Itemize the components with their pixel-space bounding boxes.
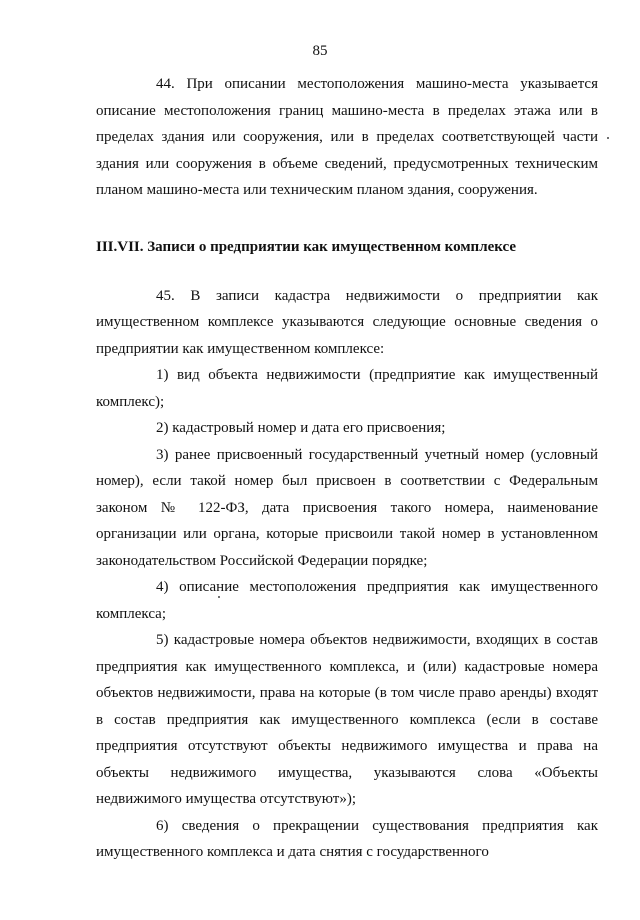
list-item-1: 1) вид объекта недвижимости (предприятие как имущественный комплекс); (96, 367, 598, 410)
paragraph-45: 45. В записи кадастра недвижимости о предприятии как имущественном комплексе указываются следующие основные сведения о предприятии как имущественном комплексе: (96, 287, 598, 357)
list-item-5: 5) кадастровые номера объектов недвижимости, входящих в состав предприятия как имущественного комплекса, и (или) кадастровые номера объектов недвижимости, права на которые (в том числе право аренды) входят в состав предприятия как имущественного комплекса (если в составе предприятия отсутствуют объекты недвижимого имущества и права на объекты недвижимого имущества, указываются слова «Объекты недвижимого имущества отсутствуют»); (96, 632, 598, 807)
list-item-3: 3) ранее присвоенный государственный учетный номер (условный номер), если такой номер был присвоен в соответствии с Федеральным законом № 122-ФЗ, дата присвоения такого номера, наименование организации или органа, которые присвоили такой номер в установленном законодательством Российской Федерации порядке; (96, 446, 598, 569)
list-item-6: 6) сведения о прекращении существования предприятия как имущественного комплекса и дата снятия с государственного (96, 817, 598, 860)
list-item-4: 4) описание местоположения предприятия как имущественного комплекса; (96, 579, 598, 622)
paragraph-44: 44. При описании местоположения машино-места указывается описание местоположения границ машино-места в пределах этажа или в пределах здания или сооружения, или в пределах соответствующей части здания или сооружения в объеме сведений, предусмотренных техническим планом машино-места или техническим планом здания, сооружения. (96, 76, 598, 198)
scan-speck (218, 596, 220, 598)
page-number: 85 (312, 43, 328, 59)
page-body (96, 71, 598, 866)
section-heading: III.VII. Записи о предприятии как имущественном комплексе (96, 238, 517, 255)
list-item-2: 2) кадастровый номер и дата его присвоения; (156, 420, 446, 436)
scan-speck (607, 137, 609, 139)
